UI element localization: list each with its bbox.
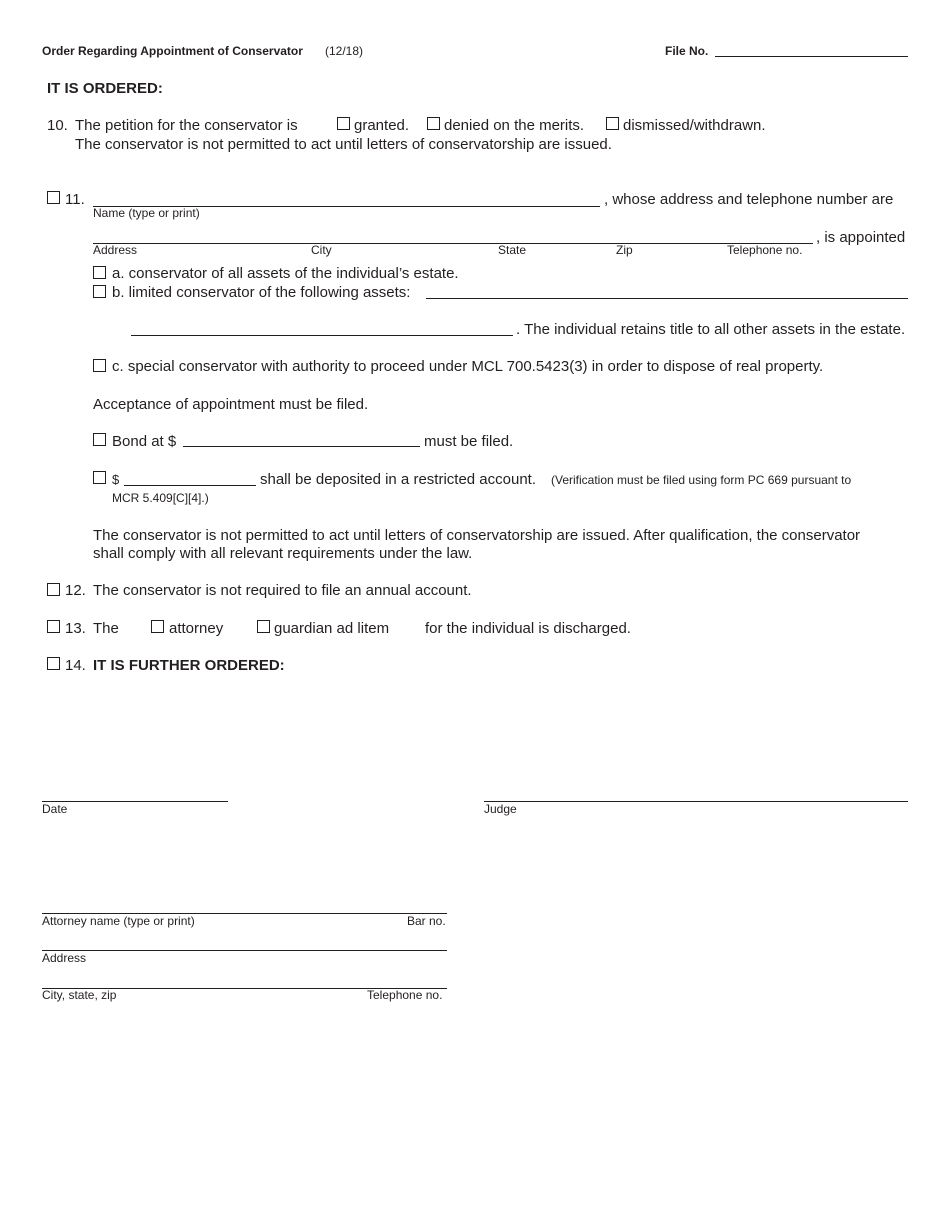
- deposit-amount-field[interactable]: [124, 485, 256, 486]
- denied-checkbox[interactable]: [427, 117, 440, 130]
- item11-number: 11.: [65, 191, 85, 208]
- option-b-label: b. limited conservator of the following assets:: [112, 284, 411, 301]
- form-title: Order Regarding Appointment of Conservator: [42, 44, 303, 58]
- item11-checkbox[interactable]: [47, 191, 60, 204]
- date-label: Date: [42, 802, 68, 816]
- attorney-address-label: Address: [42, 951, 87, 965]
- bond-prefix: Bond at $: [112, 433, 177, 450]
- state-label: State: [498, 243, 527, 257]
- item14-checkbox[interactable]: [47, 657, 60, 670]
- qualification-line-1: The conservator is not permitted to act until letters of conservatorship are issued. After qualification, the conservator: [93, 527, 861, 544]
- city-label: City: [311, 243, 332, 257]
- file-no-field[interactable]: [715, 56, 908, 57]
- qualification-line-2: shall comply with all relevant requirements under the law.: [93, 545, 473, 562]
- file-no-label: File No.: [665, 44, 709, 58]
- item10-text: The petition for the conservator is: [75, 117, 298, 134]
- date-field[interactable]: [42, 801, 228, 802]
- address-label: Address: [93, 243, 138, 257]
- item13-the: The: [93, 620, 119, 637]
- deposit-text: shall be deposited in a restricted account.: [260, 471, 536, 488]
- item10-line2: The conservator is not permitted to act until letters of conservatorship are issued.: [75, 136, 612, 153]
- deposit-checkbox[interactable]: [93, 471, 106, 484]
- item13-text: for the individual is discharged.: [425, 620, 631, 637]
- form-version: (12/18): [325, 44, 364, 58]
- option-c-label: c. special conservator with authority to proceed under MCL 700.5423(3) in order to dispose of real property.: [112, 358, 824, 375]
- dismissed-label: dismissed/withdrawn.: [623, 117, 766, 134]
- attorney-label: attorney: [169, 620, 224, 637]
- item12-text: The conservator is not required to file an annual account.: [93, 582, 472, 599]
- item12-number: 12.: [65, 582, 86, 599]
- option-b-checkbox[interactable]: [93, 285, 106, 298]
- dismissed-checkbox[interactable]: [606, 117, 619, 130]
- granted-checkbox[interactable]: [337, 117, 350, 130]
- judge-label: Judge: [484, 802, 517, 816]
- guardian-checkbox[interactable]: [257, 620, 270, 633]
- attorney-city-label: City, state, zip: [42, 988, 117, 1002]
- option-a-label: a. conservator of all assets of the individual’s estate.: [112, 265, 459, 282]
- name-label: Name (type or print): [93, 206, 200, 220]
- judge-signature-field[interactable]: [484, 801, 908, 802]
- bond-checkbox[interactable]: [93, 433, 106, 446]
- item14-number: 14.: [65, 657, 86, 674]
- zip-label: Zip: [616, 243, 633, 257]
- retains-text: . The individual retains title to all other assets in the estate.: [516, 321, 906, 338]
- item12-checkbox[interactable]: [47, 583, 60, 596]
- option-a-checkbox[interactable]: [93, 266, 106, 279]
- attorney-address-field[interactable]: [42, 950, 447, 951]
- guardian-label: guardian ad litem: [274, 620, 390, 637]
- limited-assets-field[interactable]: [426, 298, 908, 299]
- whose-text: , whose address and telephone number are: [604, 191, 894, 208]
- bond-amount-field[interactable]: [183, 446, 420, 447]
- item14-text: IT IS FURTHER ORDERED:: [93, 657, 285, 674]
- attorney-name-label: Attorney name (type or print): [42, 914, 195, 928]
- telephone-label: Telephone no.: [727, 243, 803, 257]
- limited-assets-field-2[interactable]: [131, 335, 513, 336]
- is-appointed-text: , is appointed: [816, 229, 906, 246]
- deposit-prefix: $: [112, 472, 120, 487]
- option-c-checkbox[interactable]: [93, 359, 106, 372]
- denied-label: denied on the merits.: [444, 117, 585, 134]
- item13-checkbox[interactable]: [47, 620, 60, 633]
- ordered-heading: IT IS ORDERED:: [47, 80, 163, 97]
- deposit-note-2: MCR 5.409[C][4].): [112, 491, 209, 505]
- deposit-note: (Verification must be filed using form PC 669 pursuant to: [551, 473, 852, 487]
- item13-number: 13.: [65, 620, 86, 637]
- bar-no-label: Bar no.: [407, 914, 446, 928]
- address-field[interactable]: [93, 243, 813, 244]
- acceptance-text: Acceptance of appointment must be filed.: [93, 396, 369, 413]
- item10-number: 10.: [47, 117, 68, 134]
- attorney-checkbox[interactable]: [151, 620, 164, 633]
- attorney-telephone-label: Telephone no.: [367, 988, 443, 1002]
- bond-suffix: must be filed.: [424, 433, 514, 450]
- granted-label: granted.: [354, 117, 410, 134]
